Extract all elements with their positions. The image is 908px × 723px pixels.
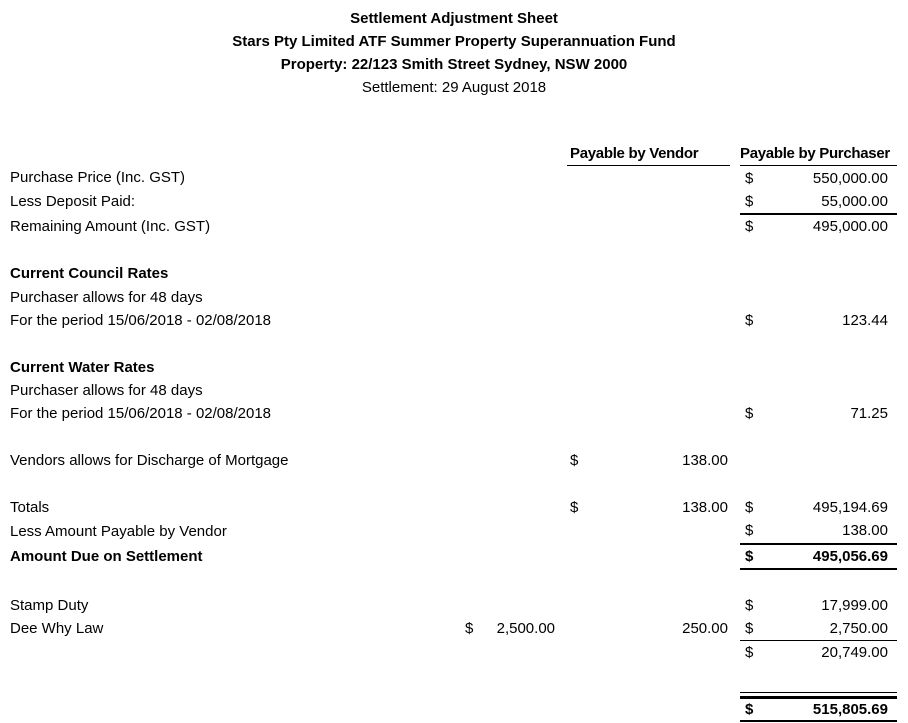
amount-text: 495,000.00 — [812, 218, 888, 236]
row-label: Less Deposit Paid: — [10, 193, 136, 211]
vendor-cell — [567, 496, 730, 519]
blank-row — [0, 426, 897, 449]
spacer-cell — [730, 285, 740, 308]
spacer-cell — [560, 379, 567, 402]
currency-symbol: $ — [745, 596, 754, 614]
empty-cell — [455, 142, 560, 166]
spacer-cell — [560, 214, 567, 238]
empty-cell — [567, 239, 730, 262]
currency-symbol: $ — [570, 499, 579, 517]
spacer-cell — [730, 402, 740, 425]
spacer-cell — [560, 332, 567, 355]
row-label: Vendors allows for Discharge of Mortgage — [10, 452, 289, 470]
table-row — [0, 593, 897, 616]
empty-cell — [0, 688, 455, 723]
empty-cell — [567, 190, 730, 214]
spacer-cell — [730, 472, 740, 495]
spacer-cell — [730, 641, 740, 665]
table-row — [0, 166, 897, 190]
currency-symbol: $ — [465, 620, 474, 638]
purchaser-cell — [740, 496, 897, 519]
amount-text: 2,750.00 — [829, 620, 888, 637]
document-header — [0, 0, 908, 99]
table-row — [0, 641, 897, 665]
page-title: Settlement Adjustment Sheet — [350, 10, 558, 27]
spacer-cell — [560, 356, 567, 379]
adjustment-table — [0, 142, 897, 723]
spacer-cell — [560, 142, 567, 166]
spacer-cell — [730, 309, 740, 332]
row-label: Less Amount Payable by Vendor — [10, 522, 227, 540]
vendor-cell — [567, 617, 730, 641]
blank-row — [0, 665, 897, 688]
empty-cell — [740, 332, 897, 355]
table-row — [0, 190, 897, 214]
spacer-cell — [560, 544, 567, 569]
empty-cell — [567, 166, 730, 190]
row-label: Purchaser allows for 48 days — [10, 288, 203, 306]
spacer-cell — [560, 617, 567, 641]
empty-cell — [0, 332, 455, 355]
vendor-cell — [567, 449, 730, 472]
row-label: Purchaser allows for 48 days — [10, 382, 203, 400]
empty-cell — [0, 239, 455, 262]
spacer-cell — [730, 544, 740, 569]
amount-text: 17,999.00 — [821, 596, 888, 614]
empty-cell — [455, 309, 560, 332]
amount-text: 495,056.69 — [812, 547, 888, 565]
empty-cell — [740, 449, 897, 472]
section-heading: Current Water Rates — [10, 358, 155, 376]
spacer-cell — [560, 190, 567, 214]
empty-cell — [455, 332, 560, 355]
currency-symbol: $ — [745, 218, 754, 236]
currency-symbol: $ — [745, 644, 754, 662]
row-label: Purchase Price (Inc. GST) — [10, 169, 186, 187]
spacer-cell — [730, 688, 740, 723]
spacer-cell — [560, 285, 567, 308]
empty-cell — [567, 262, 730, 285]
table-row — [0, 309, 897, 332]
empty-cell — [0, 641, 455, 665]
spacer-cell — [560, 519, 567, 543]
empty-cell — [455, 519, 560, 543]
empty-cell — [455, 569, 560, 593]
grand-total-row — [0, 688, 897, 723]
spacer-cell — [730, 449, 740, 472]
spacer-cell — [560, 239, 567, 262]
empty-cell — [455, 641, 560, 665]
currency-symbol: $ — [570, 452, 579, 470]
row-label: Totals — [10, 499, 50, 517]
empty-cell — [567, 379, 730, 402]
empty-cell — [567, 641, 730, 665]
table-row — [0, 379, 897, 402]
empty-cell — [740, 665, 897, 688]
amount-text: 2,500.00 — [496, 620, 555, 638]
table-row — [0, 356, 897, 379]
empty-cell — [455, 402, 560, 425]
row-label: Dee Why Law — [10, 620, 104, 638]
table-row — [0, 285, 897, 308]
empty-cell — [567, 426, 730, 449]
section-heading: Current Council Rates — [10, 265, 169, 283]
empty-cell — [567, 593, 730, 616]
amount-text: 250.00 — [682, 620, 728, 638]
amount-text: 515,805.69 — [812, 700, 888, 718]
empty-cell — [455, 285, 560, 308]
empty-cell — [0, 426, 455, 449]
empty-cell — [740, 285, 897, 308]
empty-cell — [455, 166, 560, 190]
blank-row — [0, 472, 897, 495]
spacer-cell — [560, 569, 567, 593]
spacer-cell — [560, 426, 567, 449]
amount-text: 123.44 — [842, 311, 888, 329]
empty-cell — [740, 356, 897, 379]
blank-row — [0, 239, 897, 262]
empty-cell — [455, 544, 560, 569]
amount-text: 495,194.69 — [812, 499, 888, 517]
empty-cell — [740, 426, 897, 449]
spacer-cell — [730, 166, 740, 190]
spacer-cell — [560, 449, 567, 472]
empty-cell — [455, 190, 560, 214]
spacer-cell — [730, 617, 740, 641]
spacer-cell — [560, 688, 567, 723]
empty-cell — [455, 665, 560, 688]
currency-symbol: $ — [745, 192, 754, 210]
empty-cell — [455, 262, 560, 285]
empty-cell — [455, 356, 560, 379]
currency-symbol: $ — [745, 522, 754, 540]
table-row — [0, 449, 897, 472]
spacer-cell — [560, 593, 567, 616]
currency-symbol: $ — [745, 405, 754, 423]
empty-cell — [455, 449, 560, 472]
row-label: Stamp Duty — [10, 596, 89, 614]
amount-text: 138.00 — [842, 522, 888, 540]
property-line: Property: 22/123 Smith Street Sydney, NSW 2000 — [280, 56, 628, 73]
currency-symbol: $ — [745, 547, 754, 565]
spacer-cell — [560, 665, 567, 688]
column-header-row — [0, 142, 897, 166]
spacer-cell — [560, 641, 567, 665]
amount-text: 550,000.00 — [812, 169, 888, 187]
spacer-cell — [730, 379, 740, 402]
empty-cell — [740, 472, 897, 495]
spacer-cell — [730, 332, 740, 355]
spacer-cell — [560, 309, 567, 332]
spacer-cell — [560, 166, 567, 190]
empty-cell — [0, 665, 455, 688]
grand-total-cell — [740, 688, 897, 723]
purchaser-cell — [740, 544, 897, 569]
table-row — [0, 617, 897, 641]
column-header-vendor: Payable by Vendor — [567, 142, 730, 166]
row-label: Amount Due on Settlement — [10, 547, 203, 565]
empty-cell — [567, 688, 730, 723]
empty-cell — [567, 544, 730, 569]
amount-text: 138.00 — [682, 499, 728, 517]
empty-cell — [567, 569, 730, 593]
empty-cell — [455, 239, 560, 262]
purchaser-cell — [740, 593, 897, 616]
spacer-cell — [730, 214, 740, 238]
fee-cell — [455, 617, 560, 641]
purchaser-cell — [740, 190, 897, 214]
purchaser-cell — [740, 309, 897, 332]
table-row — [0, 262, 897, 285]
empty-cell — [0, 569, 455, 593]
entity-line: Stars Pty Limited ATF Summer Property Superannuation Fund — [232, 33, 676, 50]
grand-total-rule — [740, 692, 897, 723]
empty-cell — [455, 214, 560, 238]
empty-cell — [567, 665, 730, 688]
empty-cell — [567, 285, 730, 308]
empty-cell — [455, 496, 560, 519]
currency-symbol: $ — [745, 499, 754, 517]
spacer-cell — [560, 472, 567, 495]
spacer-cell — [730, 426, 740, 449]
empty-cell — [455, 426, 560, 449]
purchaser-cell — [740, 402, 897, 425]
purchaser-cell — [740, 214, 897, 238]
currency-symbol: $ — [745, 169, 754, 187]
blank-row — [0, 332, 897, 355]
table-row — [0, 496, 897, 519]
row-label: For the period 15/06/2018 - 02/08/2018 — [10, 405, 272, 423]
table-row — [0, 214, 897, 238]
amount-text: 138.00 — [682, 452, 728, 470]
table-row — [0, 544, 897, 569]
empty-cell — [740, 262, 897, 285]
spacer-cell — [730, 593, 740, 616]
spacer-cell — [560, 262, 567, 285]
currency-symbol: $ — [745, 311, 754, 329]
spacer-cell — [730, 519, 740, 543]
spacer-cell — [730, 190, 740, 214]
amount-text: 20,749.00 — [821, 644, 888, 662]
empty-cell — [740, 379, 897, 402]
spacer-cell — [560, 402, 567, 425]
spacer-cell — [730, 262, 740, 285]
amount-text: 71.25 — [850, 405, 888, 423]
empty-cell — [0, 472, 455, 495]
empty-cell — [567, 356, 730, 379]
empty-cell — [455, 379, 560, 402]
empty-cell — [567, 519, 730, 543]
row-label: Remaining Amount (Inc. GST) — [10, 217, 211, 235]
purchaser-cell — [740, 641, 897, 665]
empty-cell — [740, 569, 897, 593]
spacer-cell — [730, 496, 740, 519]
spacer-cell — [730, 569, 740, 593]
empty-cell — [567, 214, 730, 238]
table-row — [0, 402, 897, 425]
purchaser-cell — [740, 617, 897, 641]
settlement-date-line: Settlement: 29 August 2018 — [361, 79, 547, 96]
purchaser-cell — [740, 166, 897, 190]
currency-symbol: $ — [745, 700, 754, 718]
spacer-cell — [730, 239, 740, 262]
empty-cell — [567, 472, 730, 495]
currency-symbol: $ — [745, 620, 754, 637]
row-label: For the period 15/06/2018 - 02/08/2018 — [10, 311, 272, 329]
empty-cell — [567, 309, 730, 332]
purchaser-cell — [740, 519, 897, 543]
empty-cell — [0, 142, 455, 166]
empty-cell — [567, 332, 730, 355]
amount-text: 55,000.00 — [821, 192, 888, 210]
empty-cell — [455, 472, 560, 495]
blank-row — [0, 569, 897, 593]
empty-cell — [455, 593, 560, 616]
spacer-cell — [730, 356, 740, 379]
empty-cell — [455, 688, 560, 723]
spacer-cell — [730, 142, 740, 166]
empty-cell — [567, 402, 730, 425]
empty-cell — [740, 239, 897, 262]
table-row — [0, 519, 897, 543]
spacer-cell — [730, 665, 740, 688]
spacer-cell — [560, 496, 567, 519]
column-header-purchaser: Payable by Purchaser — [740, 142, 897, 166]
